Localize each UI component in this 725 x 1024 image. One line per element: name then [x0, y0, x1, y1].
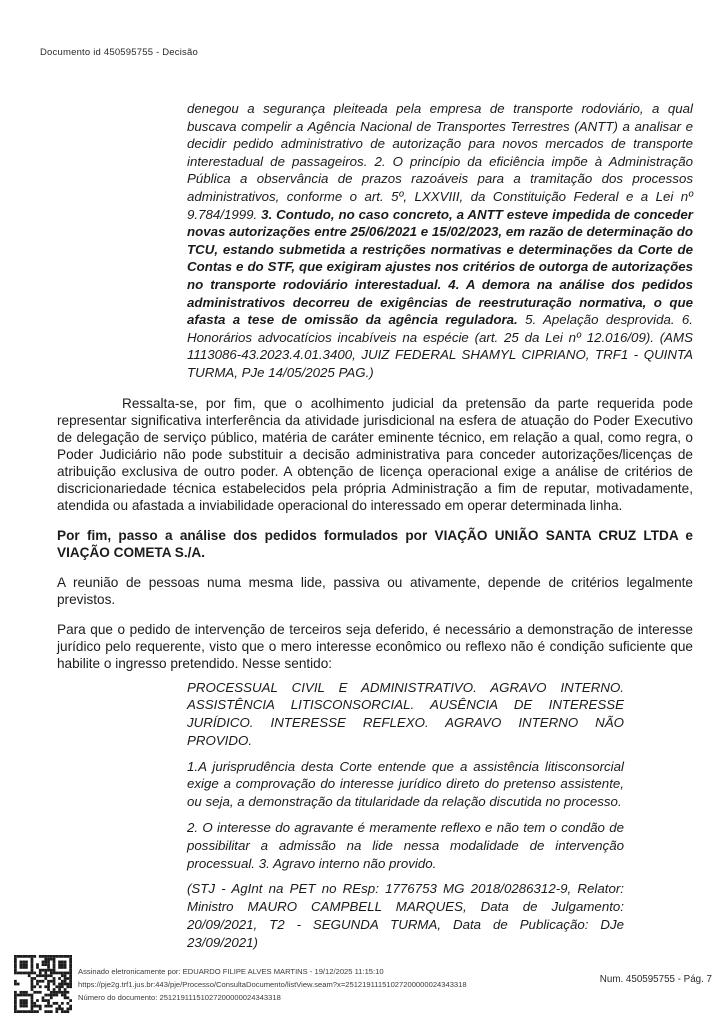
document-number-line: Número do documento: 25121911151027200000024343318: [78, 992, 281, 1002]
page-number: Num. 450595755 - Pág. 7: [599, 974, 712, 985]
page-footer: [0, 954, 725, 1024]
case-law-quote-stj: [187, 679, 624, 952]
quote-citation-segment: 5. Apelação desprovida. 6. Honorários advocatícios incabíveis na espécie (art. 25 da Lei nº 12.016/09). (AMS 1113086-43.2023.4.01.3400, JUIZ FEDERAL SHAMYL CIPRIANO, TRF1 - QUINTA TURMA, PJe 14/05/2025 PAG.): [187, 312, 693, 380]
quote-regular-segment: denegou a segurança pleiteada pela empresa de transporte rodoviário, a qual buscava compelir a Agência Nacional de Transportes Terrestres (ANTT) a analisar e decidir pedido administrativo de autorização para novos mercados de transporte interestadual de passageiros. 2. O princípio da eficiência impõe à Administração Pública a observância de prazos razoáveis para a tramitação dos processos administrativos, conforme o art. 5º, LXXVIII, da Constituição Federal e a Lei nº 9.784/1999.: [187, 101, 693, 222]
document-body: [57, 100, 693, 952]
quote-citation: (STJ - AgInt na PET no REsp: 1776753 MG 2018/0286312-9, Relator: Ministro MAURO CAMPBELL MARQUES, Data de Julgamento: 20/09/2021, T2 - SEGUNDA TURMA, Data de Publicação: DJe 23/09/2021): [187, 881, 624, 950]
signature-info: [78, 966, 467, 1004]
body-paragraph-por-fim: Por fim, passo a análise dos pedidos formulados por VIAÇÃO UNIÃO SANTA CRUZ LTDA e VIAÇÃO COMETA S./A.: [57, 527, 693, 560]
quote-bold-segment: 3. Contudo, no caso concreto, a ANTT esteve impedida de conceder novas autorizações entre 25/06/2021 e 15/02/2023, em razão de determinação do TCU, estando submetida a restrições normativas e determinações da Corte de Contas e do STF, que exigiram ajustes nos critérios de outorga de autorizações no transporte rodoviário interestadual. 4. A demora na análise dos pedidos administrativos decorreu de exigências de reestruturação normativa, o que afasta a tese de omissão da agência reguladora.: [187, 206, 693, 328]
signed-by-line: Assinado eletronicamente por: EDUARDO FILIPE ALVES MARTINS - 19/12/2025 11:15:10: [78, 967, 384, 976]
qr-code: [14, 955, 72, 1013]
verification-url: https://pje2g.trf1.jus.br:443/pje/Processo/ConsultaDocumento/listView.seam?x=25121911151027200000024343318: [78, 979, 467, 989]
case-law-quote-ams: [187, 100, 693, 382]
body-paragraph-reuniao: A reunião de pessoas numa mesma lide, passiva ou ativamente, depende de critérios legalmente previstos.: [57, 574, 693, 607]
document-id-header: Documento id 450595755 - Decisão: [40, 47, 198, 58]
quote-item-2: 2. O interesse do agravante é meramente reflexo e não tem o condão de possibilitar a admissão na lide nessa modalidade de intervenção processual. 3. Agravo interno não provido.: [187, 820, 624, 871]
quote-heading: PROCESSUAL CIVIL E ADMINISTRATIVO. AGRAVO INTERNO. ASSISTÊNCIA LITISCONSORCIAL. AUSÊNCIA DE INTERESSE JURÍDICO. INTERESSE REFLEXO. AGRAVO INTERNO NÃO PROVIDO.: [187, 679, 624, 748]
body-paragraph-ressalta: Ressalta-se, por fim, que o acolhimento judicial da pretensão da parte requerida pode representar significativa interferência da atividade jurisdicional na esfera de atuação do Poder Executivo de delegação de serviço público, matéria de caráter eminente técnico, em relação a qual, como regra, o Poder Judiciário não pode substituir a decisão administrativa para conceder autorizações/licenças de atribuição exclusiva de outro poder. A obtenção de licença operacional exige a análise de critérios de discricionariedade técnica estabelecidos pela própria Administração a fim de reputar, motivadamente, atendida ou afastada a inviabilidade operacional do interessado em operar determinada linha.: [57, 395, 693, 513]
quote-item-1: 1.A jurisprudência desta Corte entende que a assistência litisconsorcial exige a comprovação do interesse jurídico direto do pretenso assistente, ou seja, a demonstração da titularidade da relação discutida no processo.: [187, 758, 624, 810]
body-paragraph-intervencao: Para que o pedido de intervenção de terceiros seja deferido, é necessário a demonstração de interesse jurídico pelo requerente, visto que o mero interesse econômico ou reflexo não é condição suficiente que habilite o ingresso pretendido. Nesse sentido:: [57, 621, 693, 671]
